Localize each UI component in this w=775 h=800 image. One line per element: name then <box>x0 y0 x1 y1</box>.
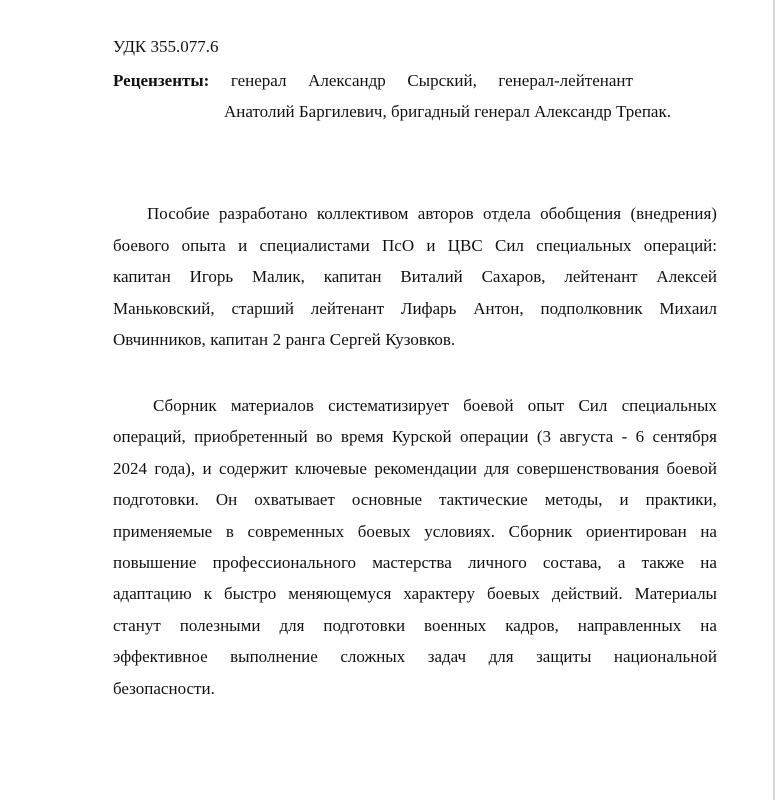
word: а <box>617 552 626 572</box>
word: специалистами <box>259 235 370 255</box>
word: опыт <box>527 396 565 415</box>
text-line <box>113 394 717 425</box>
word: практики, <box>645 490 717 510</box>
word: меняющемуся <box>288 584 392 604</box>
word: Он <box>215 490 238 510</box>
word: Михаил <box>659 298 717 318</box>
word: Материалы <box>634 584 717 604</box>
word: Алексей <box>656 267 717 286</box>
word: приобретенный <box>194 427 308 447</box>
word: состава, <box>542 552 602 572</box>
word: ЦВС <box>447 235 483 255</box>
word: боевого <box>113 235 170 255</box>
text-line <box>113 265 717 297</box>
word: личного <box>467 552 527 572</box>
word: (внедрения) <box>630 204 717 223</box>
word: сложных <box>340 647 406 667</box>
word: 2 <box>272 330 282 349</box>
word: Овчинников, <box>113 330 206 349</box>
word: адаптацию <box>113 584 192 604</box>
text-line <box>113 457 717 488</box>
word: и <box>426 235 436 255</box>
word: специальных <box>621 396 717 415</box>
word: задач <box>427 647 467 667</box>
word: и <box>238 235 248 255</box>
text-line <box>113 297 717 329</box>
word: ориентирован <box>585 521 687 541</box>
word: также <box>641 552 685 572</box>
word: Лифарь <box>400 298 457 318</box>
text-line <box>113 425 717 456</box>
word: боевой <box>666 458 717 478</box>
reviewer-word: Александр <box>308 71 386 90</box>
word: систематизирует <box>328 396 449 415</box>
word: основные <box>351 490 423 510</box>
word: к <box>203 584 212 604</box>
word: подполковник <box>540 298 643 318</box>
word: для <box>488 647 514 667</box>
word: национальной <box>613 647 717 667</box>
reviewer-word: генерал-лейтенант <box>498 71 633 90</box>
word: операции <box>459 427 529 447</box>
text-line <box>113 520 717 551</box>
word: материалов <box>230 396 314 415</box>
word: на <box>700 521 717 541</box>
word: операций: <box>643 235 717 255</box>
authors-paragraph <box>113 202 717 360</box>
word: быстро <box>223 584 277 604</box>
word: - <box>621 427 628 447</box>
word: военных <box>424 615 487 635</box>
word: капитан <box>210 330 269 349</box>
word: отдела <box>483 204 531 223</box>
word: операций, <box>113 427 186 447</box>
word: лейтенант <box>564 267 638 286</box>
word: и <box>619 490 629 510</box>
word: повышение <box>113 552 197 572</box>
text-line <box>113 234 717 266</box>
word: Кузовков. <box>385 330 456 349</box>
word: время <box>340 427 384 447</box>
word: Виталий <box>400 267 463 286</box>
word: охватывает <box>254 490 335 510</box>
word: года), <box>154 458 196 478</box>
word: Пособие <box>147 204 210 223</box>
word: и <box>202 458 212 478</box>
word: в <box>225 521 234 541</box>
word: эффективное <box>113 647 208 667</box>
word: подготовки. <box>113 490 199 510</box>
word: выполнение <box>230 647 318 667</box>
word: Сборник <box>508 521 573 541</box>
text-line <box>113 582 717 613</box>
word: методы, <box>544 490 603 510</box>
word: авторов <box>417 204 474 223</box>
word: содержит <box>219 458 288 478</box>
word: боевых <box>487 584 540 604</box>
word: разработано <box>218 204 308 223</box>
word: сентября <box>652 427 717 447</box>
word: Сил <box>578 396 608 415</box>
word: августа <box>559 427 614 447</box>
word: 6 <box>635 427 645 447</box>
text-line <box>113 202 717 234</box>
word: совершенствования <box>516 458 660 478</box>
word: Малик, <box>252 267 305 286</box>
word: условиях. <box>424 521 495 541</box>
word: коллективом <box>316 204 409 223</box>
word: станут <box>113 615 161 635</box>
word: старший <box>231 298 294 318</box>
word: рекомендации <box>374 458 477 478</box>
text-line <box>113 551 717 582</box>
word: во <box>316 427 333 447</box>
word: Сахаров, <box>481 267 546 286</box>
text-line <box>113 328 717 360</box>
word: обобщения <box>540 204 622 223</box>
word: Курской <box>391 427 452 447</box>
word: боевой <box>463 396 514 415</box>
word: специальных <box>536 235 632 255</box>
word: защиты <box>536 647 592 667</box>
word: на <box>700 552 717 572</box>
word: направленных <box>577 615 682 635</box>
word: тактические <box>439 490 528 510</box>
word: Сергей <box>329 330 381 349</box>
word: Игорь <box>189 267 234 286</box>
text-line <box>113 677 717 708</box>
reviewers-line-1 <box>113 70 633 92</box>
word: Сил <box>494 235 524 255</box>
udk-code: УДК 355.077.6 <box>113 37 219 56</box>
word: лейтенант <box>310 298 385 318</box>
word: применяемые <box>113 521 213 541</box>
word: ПсО <box>382 235 415 255</box>
word: для <box>484 458 510 478</box>
summary-paragraph <box>113 394 717 708</box>
word: Антон, <box>473 298 524 318</box>
word: полезными <box>179 615 261 635</box>
word: 2024 <box>113 458 147 478</box>
word: профессионального <box>212 552 357 572</box>
word: для <box>279 615 305 635</box>
word: Сборник <box>153 396 217 415</box>
word: подготовки <box>323 615 406 635</box>
word: (3 <box>536 427 552 447</box>
word: ключевые <box>295 458 367 478</box>
word: кадров, <box>505 615 559 635</box>
text-line <box>113 614 717 645</box>
text-line <box>113 645 717 676</box>
word: боевых <box>357 521 411 541</box>
word: современных <box>247 521 345 541</box>
reviewers-line-2: Анатолий Баргилевич, бригадный генерал Александр Трепак. <box>224 102 671 121</box>
text-line <box>113 488 717 519</box>
word: ранга <box>285 330 326 349</box>
reviewer-word: генерал <box>230 71 287 90</box>
word: Маньковский, <box>113 298 215 318</box>
reviewers-label: Рецензенты: <box>113 71 210 90</box>
word: капитан <box>113 267 171 286</box>
word: характеру <box>403 584 476 604</box>
word: действий. <box>551 584 623 604</box>
word: капитан <box>323 267 382 286</box>
word: мастерства <box>372 552 452 572</box>
word: опыта <box>181 235 226 255</box>
word: на <box>700 615 717 635</box>
word: безопасности. <box>113 678 215 698</box>
reviewer-word: Сырский, <box>407 71 477 90</box>
